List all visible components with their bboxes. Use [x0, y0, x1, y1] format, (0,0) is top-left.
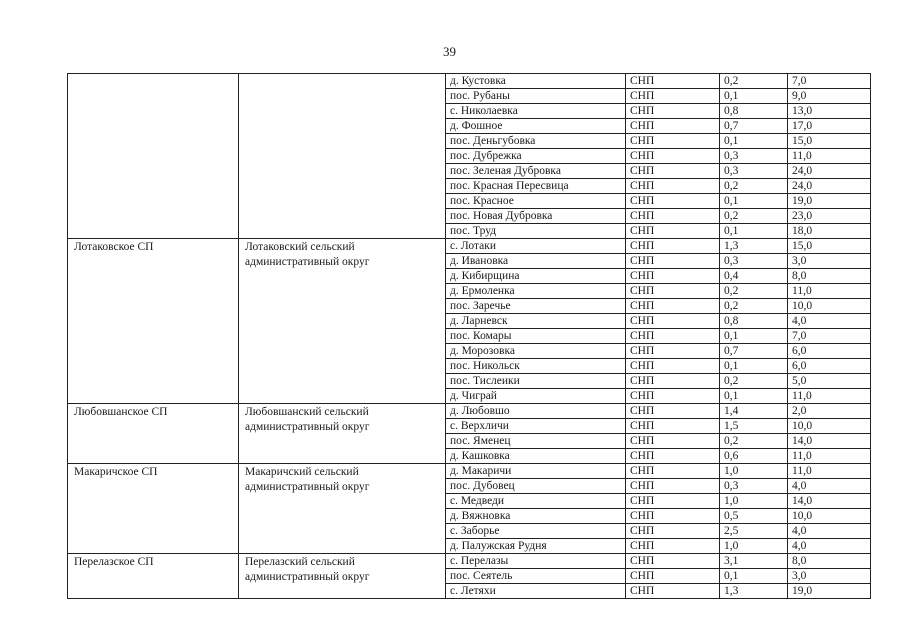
page-number: 39	[443, 44, 456, 59]
settlement-name-cell: пос. Дубовец	[446, 479, 626, 494]
settlement-type-cell: СНП	[626, 134, 720, 149]
value-b-cell: 19,0	[788, 584, 871, 599]
settlement-type-cell: СНП	[626, 479, 720, 494]
administrative-district-cell: Перелазский сельский административный округ	[239, 554, 446, 599]
value-b-cell: 8,0	[788, 269, 871, 284]
settlement-type-cell: СНП	[626, 449, 720, 464]
value-a-cell: 0,7	[720, 119, 788, 134]
value-a-cell: 0,4	[720, 269, 788, 284]
settlement-name-cell: пос. Новая Дубровка	[446, 209, 626, 224]
settlement-type-cell: СНП	[626, 359, 720, 374]
settlement-name-cell: д. Макаричи	[446, 464, 626, 479]
value-b-cell: 8,0	[788, 554, 871, 569]
value-b-cell: 2,0	[788, 404, 871, 419]
value-b-cell: 23,0	[788, 209, 871, 224]
value-b-cell: 3,0	[788, 569, 871, 584]
settlement-name-cell: д. Морозовка	[446, 344, 626, 359]
settlement-name-cell: пос. Рубаны	[446, 89, 626, 104]
table-row	[68, 554, 871, 569]
table-row	[68, 239, 871, 254]
value-a-cell: 1,0	[720, 539, 788, 554]
settlement-name-cell: с. Заборье	[446, 524, 626, 539]
settlement-type-cell: СНП	[626, 104, 720, 119]
settlement-municipality-cell: Лотаковское СП	[68, 239, 239, 404]
value-a-cell: 0,1	[720, 89, 788, 104]
value-a-cell: 0,3	[720, 479, 788, 494]
value-a-cell: 0,1	[720, 224, 788, 239]
value-a-cell: 0,1	[720, 569, 788, 584]
settlement-name-cell: д. Кибирщина	[446, 269, 626, 284]
value-a-cell: 0,6	[720, 449, 788, 464]
value-b-cell: 14,0	[788, 494, 871, 509]
administrative-district-cell: Макаричский сельский административный округ	[239, 464, 446, 554]
settlement-type-cell: СНП	[626, 344, 720, 359]
value-a-cell: 0,1	[720, 134, 788, 149]
settlement-type-cell: СНП	[626, 299, 720, 314]
value-a-cell: 1,0	[720, 494, 788, 509]
value-b-cell: 24,0	[788, 179, 871, 194]
settlement-name-cell: пос. Никольск	[446, 359, 626, 374]
settlement-type-cell: СНП	[626, 434, 720, 449]
value-b-cell: 4,0	[788, 524, 871, 539]
value-b-cell: 9,0	[788, 89, 871, 104]
settlement-type-cell: СНП	[626, 209, 720, 224]
value-b-cell: 11,0	[788, 449, 871, 464]
value-b-cell: 19,0	[788, 194, 871, 209]
settlement-name-cell: д. Любовшо	[446, 404, 626, 419]
value-b-cell: 11,0	[788, 389, 871, 404]
value-b-cell: 7,0	[788, 74, 871, 89]
value-a-cell: 0,3	[720, 164, 788, 179]
settlement-name-cell: пос. Яменец	[446, 434, 626, 449]
settlement-type-cell: СНП	[626, 539, 720, 554]
value-b-cell: 5,0	[788, 374, 871, 389]
value-b-cell: 10,0	[788, 419, 871, 434]
value-a-cell: 0,2	[720, 284, 788, 299]
settlement-name-cell: с. Медведи	[446, 494, 626, 509]
value-a-cell: 0,2	[720, 209, 788, 224]
value-a-cell: 0,2	[720, 74, 788, 89]
administrative-district-cell: Лотаковский сельский административный округ	[239, 239, 446, 404]
settlement-type-cell: СНП	[626, 119, 720, 134]
settlement-type-cell: СНП	[626, 584, 720, 599]
settlement-type-cell: СНП	[626, 314, 720, 329]
value-a-cell: 0,1	[720, 194, 788, 209]
settlement-name-cell: с. Перелазы	[446, 554, 626, 569]
value-b-cell: 4,0	[788, 314, 871, 329]
settlement-name-cell: пос. Дубрежка	[446, 149, 626, 164]
value-b-cell: 17,0	[788, 119, 871, 134]
settlement-name-cell: д. Чиграй	[446, 389, 626, 404]
settlement-name-cell: д. Палужская Рудня	[446, 539, 626, 554]
settlement-type-cell: СНП	[626, 404, 720, 419]
settlement-type-cell: СНП	[626, 524, 720, 539]
value-b-cell: 18,0	[788, 224, 871, 239]
settlement-type-cell: СНП	[626, 149, 720, 164]
settlement-name-cell: с. Лотаки	[446, 239, 626, 254]
value-a-cell: 0,3	[720, 149, 788, 164]
settlement-type-cell: СНП	[626, 464, 720, 479]
settlement-name-cell: с. Летяхи	[446, 584, 626, 599]
value-b-cell: 15,0	[788, 134, 871, 149]
value-a-cell: 0,2	[720, 299, 788, 314]
value-a-cell: 1,0	[720, 464, 788, 479]
settlement-type-cell: СНП	[626, 329, 720, 344]
settlement-name-cell: пос. Заречье	[446, 299, 626, 314]
administrative-district-cell	[239, 74, 446, 239]
value-a-cell: 0,8	[720, 314, 788, 329]
settlement-municipality-cell: Перелазское СП	[68, 554, 239, 599]
settlement-name-cell: пос. Красное	[446, 194, 626, 209]
administrative-district-cell: Любовшанский сельский административный округ	[239, 404, 446, 464]
settlement-name-cell: пос. Труд	[446, 224, 626, 239]
settlement-municipality-cell	[68, 74, 239, 239]
value-a-cell: 0,2	[720, 374, 788, 389]
settlement-name-cell: пос. Сеятель	[446, 569, 626, 584]
settlement-name-cell: д. Ивановка	[446, 254, 626, 269]
value-a-cell: 1,5	[720, 419, 788, 434]
value-a-cell: 0,1	[720, 359, 788, 374]
settlement-type-cell: СНП	[626, 494, 720, 509]
settlement-name-cell: д. Кашковка	[446, 449, 626, 464]
value-a-cell: 1,3	[720, 584, 788, 599]
value-a-cell: 3,1	[720, 554, 788, 569]
value-b-cell: 10,0	[788, 509, 871, 524]
settlement-type-cell: СНП	[626, 374, 720, 389]
value-b-cell: 6,0	[788, 359, 871, 374]
value-a-cell: 0,3	[720, 254, 788, 269]
value-a-cell: 0,2	[720, 179, 788, 194]
settlement-municipality-cell: Макаричское СП	[68, 464, 239, 554]
settlement-type-cell: СНП	[626, 224, 720, 239]
value-b-cell: 11,0	[788, 464, 871, 479]
value-a-cell: 0,1	[720, 329, 788, 344]
settlement-type-cell: СНП	[626, 239, 720, 254]
settlement-name-cell: пос. Зеленая Дубровка	[446, 164, 626, 179]
table-row	[68, 464, 871, 479]
settlement-name-cell: д. Вяжновка	[446, 509, 626, 524]
settlement-municipality-cell: Любовшанское СП	[68, 404, 239, 464]
settlement-name-cell: пос. Тислеики	[446, 374, 626, 389]
settlements-table	[67, 73, 871, 599]
settlement-name-cell: д. Фошное	[446, 119, 626, 134]
value-b-cell: 4,0	[788, 479, 871, 494]
value-b-cell: 11,0	[788, 284, 871, 299]
value-b-cell: 15,0	[788, 239, 871, 254]
settlement-name-cell: с. Верхличи	[446, 419, 626, 434]
settlement-name-cell: д. Ермоленка	[446, 284, 626, 299]
settlement-name-cell: д. Ларневск	[446, 314, 626, 329]
value-b-cell: 13,0	[788, 104, 871, 119]
value-b-cell: 10,0	[788, 299, 871, 314]
table-row	[68, 74, 871, 89]
settlement-type-cell: СНП	[626, 569, 720, 584]
settlement-type-cell: СНП	[626, 164, 720, 179]
settlement-type-cell: СНП	[626, 269, 720, 284]
value-a-cell: 0,5	[720, 509, 788, 524]
value-a-cell: 0,2	[720, 434, 788, 449]
value-a-cell: 1,4	[720, 404, 788, 419]
settlement-name-cell: д. Кустовка	[446, 74, 626, 89]
value-b-cell: 4,0	[788, 539, 871, 554]
settlement-type-cell: СНП	[626, 254, 720, 269]
value-a-cell: 1,3	[720, 239, 788, 254]
settlement-type-cell: СНП	[626, 179, 720, 194]
settlement-type-cell: СНП	[626, 89, 720, 104]
value-a-cell: 0,7	[720, 344, 788, 359]
value-a-cell: 0,1	[720, 389, 788, 404]
settlement-type-cell: СНП	[626, 284, 720, 299]
settlement-name-cell: пос. Деньгубовка	[446, 134, 626, 149]
value-b-cell: 11,0	[788, 149, 871, 164]
value-b-cell: 3,0	[788, 254, 871, 269]
value-b-cell: 14,0	[788, 434, 871, 449]
settlement-type-cell: СНП	[626, 509, 720, 524]
settlement-name-cell: пос. Комары	[446, 329, 626, 344]
value-a-cell: 2,5	[720, 524, 788, 539]
settlement-type-cell: СНП	[626, 554, 720, 569]
settlement-type-cell: СНП	[626, 419, 720, 434]
settlement-type-cell: СНП	[626, 194, 720, 209]
settlement-type-cell: СНП	[626, 389, 720, 404]
settlement-type-cell: СНП	[626, 74, 720, 89]
settlement-name-cell: пос. Красная Пересвица	[446, 179, 626, 194]
value-b-cell: 24,0	[788, 164, 871, 179]
value-a-cell: 0,8	[720, 104, 788, 119]
settlement-name-cell: с. Николаевка	[446, 104, 626, 119]
table-row	[68, 404, 871, 419]
value-b-cell: 7,0	[788, 329, 871, 344]
value-b-cell: 6,0	[788, 344, 871, 359]
